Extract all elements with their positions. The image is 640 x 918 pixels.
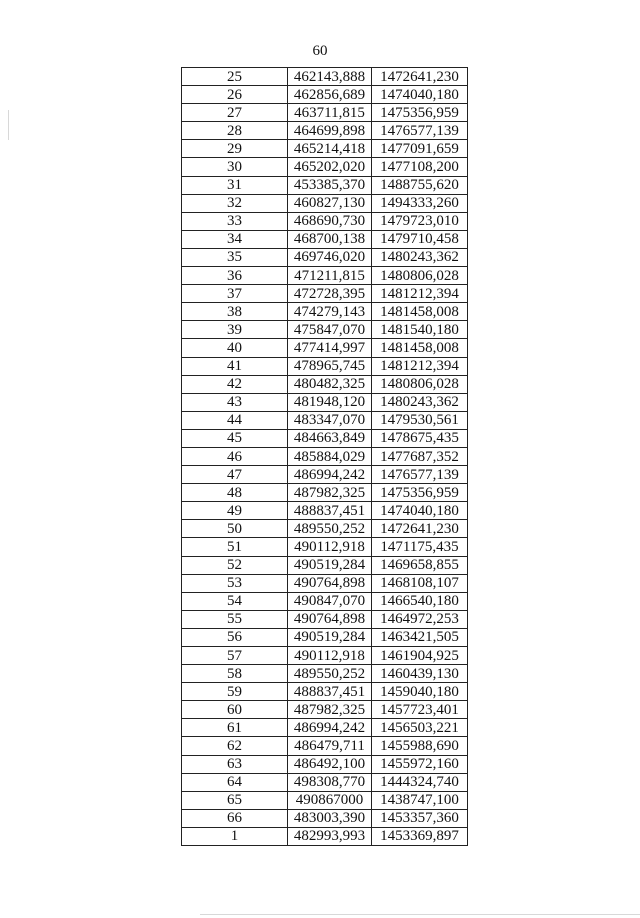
point-number-cell: 30 [182, 158, 288, 176]
point-number-cell: 52 [182, 556, 288, 574]
y-coordinate-cell: 1471175,435 [372, 538, 468, 556]
y-coordinate-cell: 1464972,253 [372, 610, 468, 628]
table-row [182, 104, 468, 122]
table-row [182, 158, 468, 176]
x-coordinate-cell: 487982,325 [288, 484, 372, 502]
table-row [182, 248, 468, 266]
y-coordinate-cell: 1477091,659 [372, 140, 468, 158]
x-coordinate-cell: 465202,020 [288, 158, 372, 176]
x-coordinate-cell: 489550,252 [288, 665, 372, 683]
x-coordinate-cell: 472728,395 [288, 285, 372, 303]
point-number-cell: 64 [182, 773, 288, 791]
y-coordinate-cell: 1455988,690 [372, 737, 468, 755]
table-row [182, 303, 468, 321]
point-number-cell: 58 [182, 665, 288, 683]
y-coordinate-cell: 1460439,130 [372, 665, 468, 683]
point-number-cell: 34 [182, 230, 288, 248]
y-coordinate-cell: 1472641,230 [372, 68, 468, 86]
x-coordinate-cell: 490867000 [288, 791, 372, 809]
table-row [182, 86, 468, 104]
point-number-cell: 61 [182, 719, 288, 737]
point-number-cell: 35 [182, 248, 288, 266]
table-row [182, 665, 468, 683]
point-number-cell: 32 [182, 194, 288, 212]
table-row [182, 647, 468, 665]
table-row [182, 339, 468, 357]
point-number-cell: 42 [182, 375, 288, 393]
table-row [182, 701, 468, 719]
y-coordinate-cell: 1494333,260 [372, 194, 468, 212]
point-number-cell: 57 [182, 647, 288, 665]
x-coordinate-cell: 486994,242 [288, 466, 372, 484]
x-coordinate-cell: 483003,390 [288, 809, 372, 827]
point-number-cell: 54 [182, 592, 288, 610]
x-coordinate-cell: 462143,888 [288, 68, 372, 86]
x-coordinate-cell: 490112,918 [288, 647, 372, 665]
y-coordinate-cell: 1481212,394 [372, 285, 468, 303]
point-number-cell: 31 [182, 176, 288, 194]
y-coordinate-cell: 1481540,180 [372, 321, 468, 339]
y-coordinate-cell: 1453369,897 [372, 827, 468, 845]
table-row [182, 122, 468, 140]
x-coordinate-cell: 485884,029 [288, 447, 372, 465]
x-coordinate-cell: 463711,815 [288, 104, 372, 122]
x-coordinate-cell: 474279,143 [288, 303, 372, 321]
y-coordinate-cell: 1481212,394 [372, 357, 468, 375]
point-number-cell: 46 [182, 447, 288, 465]
x-coordinate-cell: 478965,745 [288, 357, 372, 375]
table-row [182, 574, 468, 592]
y-coordinate-cell: 1488755,620 [372, 176, 468, 194]
table-row [182, 176, 468, 194]
point-number-cell: 50 [182, 520, 288, 538]
x-coordinate-cell: 490519,284 [288, 628, 372, 646]
y-coordinate-cell: 1478675,435 [372, 429, 468, 447]
y-coordinate-cell: 1444324,740 [372, 773, 468, 791]
x-coordinate-cell: 486479,711 [288, 737, 372, 755]
y-coordinate-cell: 1466540,180 [372, 592, 468, 610]
table-row [182, 484, 468, 502]
y-coordinate-cell: 1479710,458 [372, 230, 468, 248]
y-coordinate-cell: 1476577,139 [372, 466, 468, 484]
point-number-cell: 27 [182, 104, 288, 122]
x-coordinate-cell: 490764,898 [288, 574, 372, 592]
y-coordinate-cell: 1479530,561 [372, 411, 468, 429]
x-coordinate-cell: 480482,325 [288, 375, 372, 393]
y-coordinate-cell: 1474040,180 [372, 502, 468, 520]
table-row [182, 502, 468, 520]
table-row [182, 285, 468, 303]
x-coordinate-cell: 483347,070 [288, 411, 372, 429]
point-number-cell: 43 [182, 393, 288, 411]
point-number-cell: 51 [182, 538, 288, 556]
table-row [182, 393, 468, 411]
point-number-cell: 53 [182, 574, 288, 592]
table-row [182, 683, 468, 701]
scan-mark-left [8, 110, 9, 140]
y-coordinate-cell: 1475356,959 [372, 484, 468, 502]
x-coordinate-cell: 490112,918 [288, 538, 372, 556]
table-row [182, 737, 468, 755]
y-coordinate-cell: 1457723,401 [372, 701, 468, 719]
y-coordinate-cell: 1459040,180 [372, 683, 468, 701]
point-number-cell: 29 [182, 140, 288, 158]
table-row [182, 628, 468, 646]
table-row [182, 556, 468, 574]
coordinates-table [181, 67, 468, 846]
point-number-cell: 62 [182, 737, 288, 755]
point-number-cell: 44 [182, 411, 288, 429]
y-coordinate-cell: 1481458,008 [372, 339, 468, 357]
point-number-cell: 1 [182, 827, 288, 845]
table-row [182, 321, 468, 339]
y-coordinate-cell: 1455972,160 [372, 755, 468, 773]
x-coordinate-cell: 477414,997 [288, 339, 372, 357]
y-coordinate-cell: 1463421,505 [372, 628, 468, 646]
y-coordinate-cell: 1474040,180 [372, 86, 468, 104]
x-coordinate-cell: 489550,252 [288, 520, 372, 538]
y-coordinate-cell: 1479723,010 [372, 212, 468, 230]
point-number-cell: 33 [182, 212, 288, 230]
point-number-cell: 48 [182, 484, 288, 502]
x-coordinate-cell: 453385,370 [288, 176, 372, 194]
table-row [182, 230, 468, 248]
x-coordinate-cell: 490847,070 [288, 592, 372, 610]
table-row [182, 610, 468, 628]
table-row [182, 791, 468, 809]
point-number-cell: 47 [182, 466, 288, 484]
y-coordinate-cell: 1480243,362 [372, 248, 468, 266]
point-number-cell: 41 [182, 357, 288, 375]
point-number-cell: 25 [182, 68, 288, 86]
point-number-cell: 63 [182, 755, 288, 773]
y-coordinate-cell: 1472641,230 [372, 520, 468, 538]
y-coordinate-cell: 1476577,139 [372, 122, 468, 140]
x-coordinate-cell: 498308,770 [288, 773, 372, 791]
table-row [182, 447, 468, 465]
x-coordinate-cell: 490519,284 [288, 556, 372, 574]
table-row [182, 140, 468, 158]
x-coordinate-cell: 462856,689 [288, 86, 372, 104]
table-row [182, 773, 468, 791]
point-number-cell: 28 [182, 122, 288, 140]
x-coordinate-cell: 475847,070 [288, 321, 372, 339]
x-coordinate-cell: 468690,730 [288, 212, 372, 230]
table-row [182, 68, 468, 86]
y-coordinate-cell: 1481458,008 [372, 303, 468, 321]
table-row [182, 719, 468, 737]
y-coordinate-cell: 1477108,200 [372, 158, 468, 176]
y-coordinate-cell: 1453357,360 [372, 809, 468, 827]
table-row [182, 809, 468, 827]
table-row [182, 755, 468, 773]
table-row [182, 827, 468, 845]
x-coordinate-cell: 465214,418 [288, 140, 372, 158]
table-row [182, 592, 468, 610]
table-row [182, 194, 468, 212]
point-number-cell: 36 [182, 267, 288, 285]
table-row [182, 375, 468, 393]
table-row [182, 267, 468, 285]
point-number-cell: 65 [182, 791, 288, 809]
point-number-cell: 40 [182, 339, 288, 357]
x-coordinate-cell: 482993,993 [288, 827, 372, 845]
point-number-cell: 45 [182, 429, 288, 447]
point-number-cell: 60 [182, 701, 288, 719]
x-coordinate-cell: 464699,898 [288, 122, 372, 140]
y-coordinate-cell: 1438747,100 [372, 791, 468, 809]
y-coordinate-cell: 1469658,855 [372, 556, 468, 574]
y-coordinate-cell: 1461904,925 [372, 647, 468, 665]
x-coordinate-cell: 468700,138 [288, 230, 372, 248]
point-number-cell: 56 [182, 628, 288, 646]
table-row [182, 538, 468, 556]
point-number-cell: 55 [182, 610, 288, 628]
point-number-cell: 39 [182, 321, 288, 339]
y-coordinate-cell: 1475356,959 [372, 104, 468, 122]
x-coordinate-cell: 471211,815 [288, 267, 372, 285]
table-row [182, 466, 468, 484]
y-coordinate-cell: 1456503,221 [372, 719, 468, 737]
table-row [182, 520, 468, 538]
coordinates-table-body [182, 68, 468, 846]
x-coordinate-cell: 484663,849 [288, 429, 372, 447]
table-row [182, 429, 468, 447]
x-coordinate-cell: 460827,130 [288, 194, 372, 212]
x-coordinate-cell: 490764,898 [288, 610, 372, 628]
x-coordinate-cell: 488837,451 [288, 683, 372, 701]
scan-mark-bottom [200, 914, 640, 915]
x-coordinate-cell: 469746,020 [288, 248, 372, 266]
table-row [182, 411, 468, 429]
y-coordinate-cell: 1480243,362 [372, 393, 468, 411]
point-number-cell: 38 [182, 303, 288, 321]
x-coordinate-cell: 487982,325 [288, 701, 372, 719]
y-coordinate-cell: 1480806,028 [372, 267, 468, 285]
point-number-cell: 49 [182, 502, 288, 520]
x-coordinate-cell: 486492,100 [288, 755, 372, 773]
y-coordinate-cell: 1477687,352 [372, 447, 468, 465]
x-coordinate-cell: 481948,120 [288, 393, 372, 411]
x-coordinate-cell: 486994,242 [288, 719, 372, 737]
x-coordinate-cell: 488837,451 [288, 502, 372, 520]
page-number: 60 [312, 43, 328, 59]
point-number-cell: 37 [182, 285, 288, 303]
y-coordinate-cell: 1480806,028 [372, 375, 468, 393]
point-number-cell: 59 [182, 683, 288, 701]
point-number-cell: 66 [182, 809, 288, 827]
point-number-cell: 26 [182, 86, 288, 104]
table-row [182, 212, 468, 230]
table-row [182, 357, 468, 375]
y-coordinate-cell: 1468108,107 [372, 574, 468, 592]
